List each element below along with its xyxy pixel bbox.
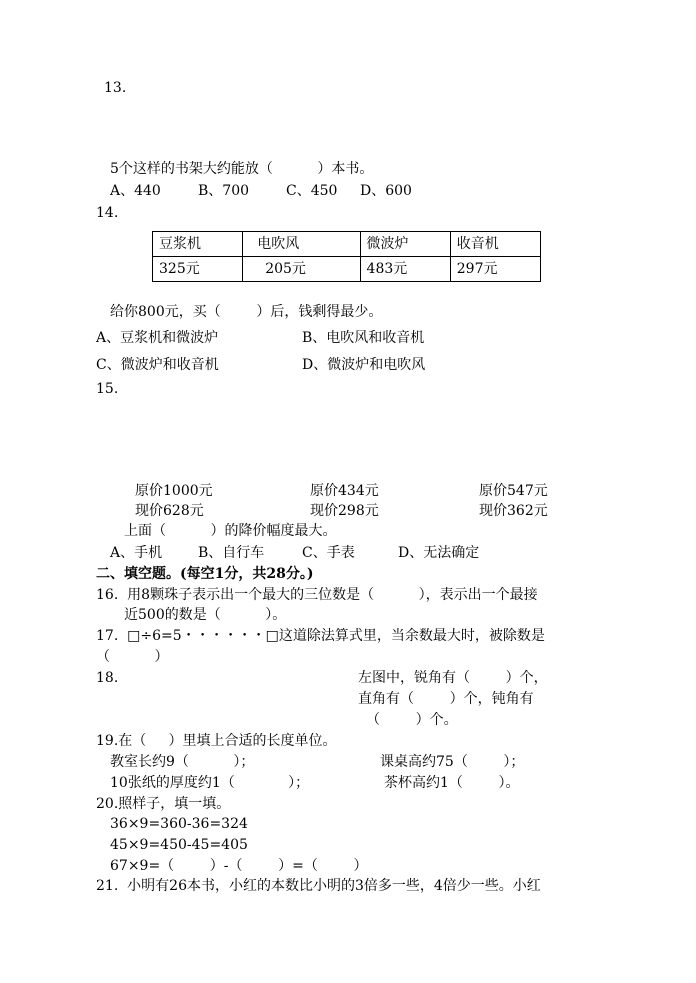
q20-exercise: 67×9=（ ）-（ ）=（ ） bbox=[110, 858, 368, 874]
q20-example-2: 45×9=450-45=405 bbox=[110, 837, 248, 853]
price-table bbox=[152, 231, 541, 282]
table-row bbox=[153, 257, 541, 282]
q18-line2: 直角有（ ）个，钝角有 bbox=[358, 691, 534, 707]
table-header-cell: 豆浆机 bbox=[153, 232, 243, 257]
q19-item-a: 教室长约9（ ）； bbox=[110, 754, 255, 770]
q15-current-price: 现价628元 bbox=[135, 503, 204, 519]
q17-line2: （ ） bbox=[96, 649, 169, 665]
q15-original-price: 原价547元 bbox=[479, 483, 548, 499]
q15-current-price: 现价298元 bbox=[310, 503, 379, 519]
q15-option-d: D、无法确定 bbox=[398, 545, 480, 561]
section-heading: 二、填空题。(每空1分，共28分。) bbox=[96, 566, 314, 582]
q16-line1: 16. 用8颗珠子表示出一个最大的三位数是（ ），表示出一个最接 bbox=[96, 587, 538, 603]
q14-option-a: A、豆浆机和微波炉 bbox=[96, 330, 219, 346]
q20-example-1: 36×9=360-36=324 bbox=[110, 816, 248, 832]
q15-stem: 上面（ ）的降价幅度最大。 bbox=[124, 523, 337, 539]
q14-option-c: C、微波炉和收音机 bbox=[96, 357, 219, 373]
q20-stem: 20.照样子，填一填。 bbox=[96, 796, 231, 812]
q13-option-d: D、600 bbox=[360, 183, 412, 199]
q13-number: 13. bbox=[104, 80, 127, 96]
q13-option-a: A、440 bbox=[110, 183, 161, 199]
q18-number: 18. bbox=[96, 670, 119, 686]
q15-option-a: A、手机 bbox=[110, 545, 163, 561]
q21-line1: 21. 小明有26本书，小红的本数比小明的3倍多一些，4倍少一些。小红 bbox=[96, 878, 541, 894]
q13-stem: 5个这样的书架大约能放（ ）本书。 bbox=[110, 161, 374, 177]
q18-line3: （ ）个。 bbox=[366, 712, 458, 728]
q19-item-c: 10张纸的厚度约1（ ）； bbox=[110, 775, 310, 791]
table-cell: 325元 bbox=[153, 257, 243, 282]
q13-option-b: B、700 bbox=[198, 183, 250, 199]
q19-item-b: 课桌高约75（ ）； bbox=[380, 754, 525, 770]
q13-option-c: C、450 bbox=[286, 183, 338, 199]
q16-line2: 近500的数是（ ）。 bbox=[124, 607, 287, 623]
table-header-cell: 微波炉 bbox=[360, 232, 450, 257]
table-header-cell: 电吹风 bbox=[243, 232, 360, 257]
table-cell: 205元 bbox=[243, 257, 360, 282]
q19-item-d: 茶杯高约1（ ）。 bbox=[384, 775, 520, 791]
q18-line1: 左图中，锐角有（ ）个， bbox=[358, 670, 548, 686]
q14-stem: 给你800元，买（ ）后，钱剩得最少。 bbox=[110, 304, 383, 320]
q15-original-price: 原价1000元 bbox=[135, 483, 213, 499]
q17-line1: 17. □÷6=5・・・・・・□这道除法算式里，当余数最大时，被除数是 bbox=[96, 628, 545, 644]
q15-option-b: B、自行车 bbox=[198, 545, 265, 561]
q14-option-b: B、电吹风和收音机 bbox=[302, 330, 425, 346]
q15-original-price: 原价434元 bbox=[310, 483, 379, 499]
q15-number: 15. bbox=[96, 381, 119, 397]
q14-number: 14. bbox=[96, 205, 119, 221]
table-cell: 297元 bbox=[450, 257, 540, 282]
q19-stem: 19.在（ ）里填上合适的长度单位。 bbox=[96, 733, 337, 749]
q14-option-d: D、微波炉和电吹风 bbox=[302, 357, 426, 373]
table-header-row bbox=[153, 232, 541, 257]
q15-option-c: C、手表 bbox=[302, 545, 355, 561]
table-header-cell: 收音机 bbox=[450, 232, 540, 257]
q15-current-price: 现价362元 bbox=[479, 503, 548, 519]
table-cell: 483元 bbox=[360, 257, 450, 282]
